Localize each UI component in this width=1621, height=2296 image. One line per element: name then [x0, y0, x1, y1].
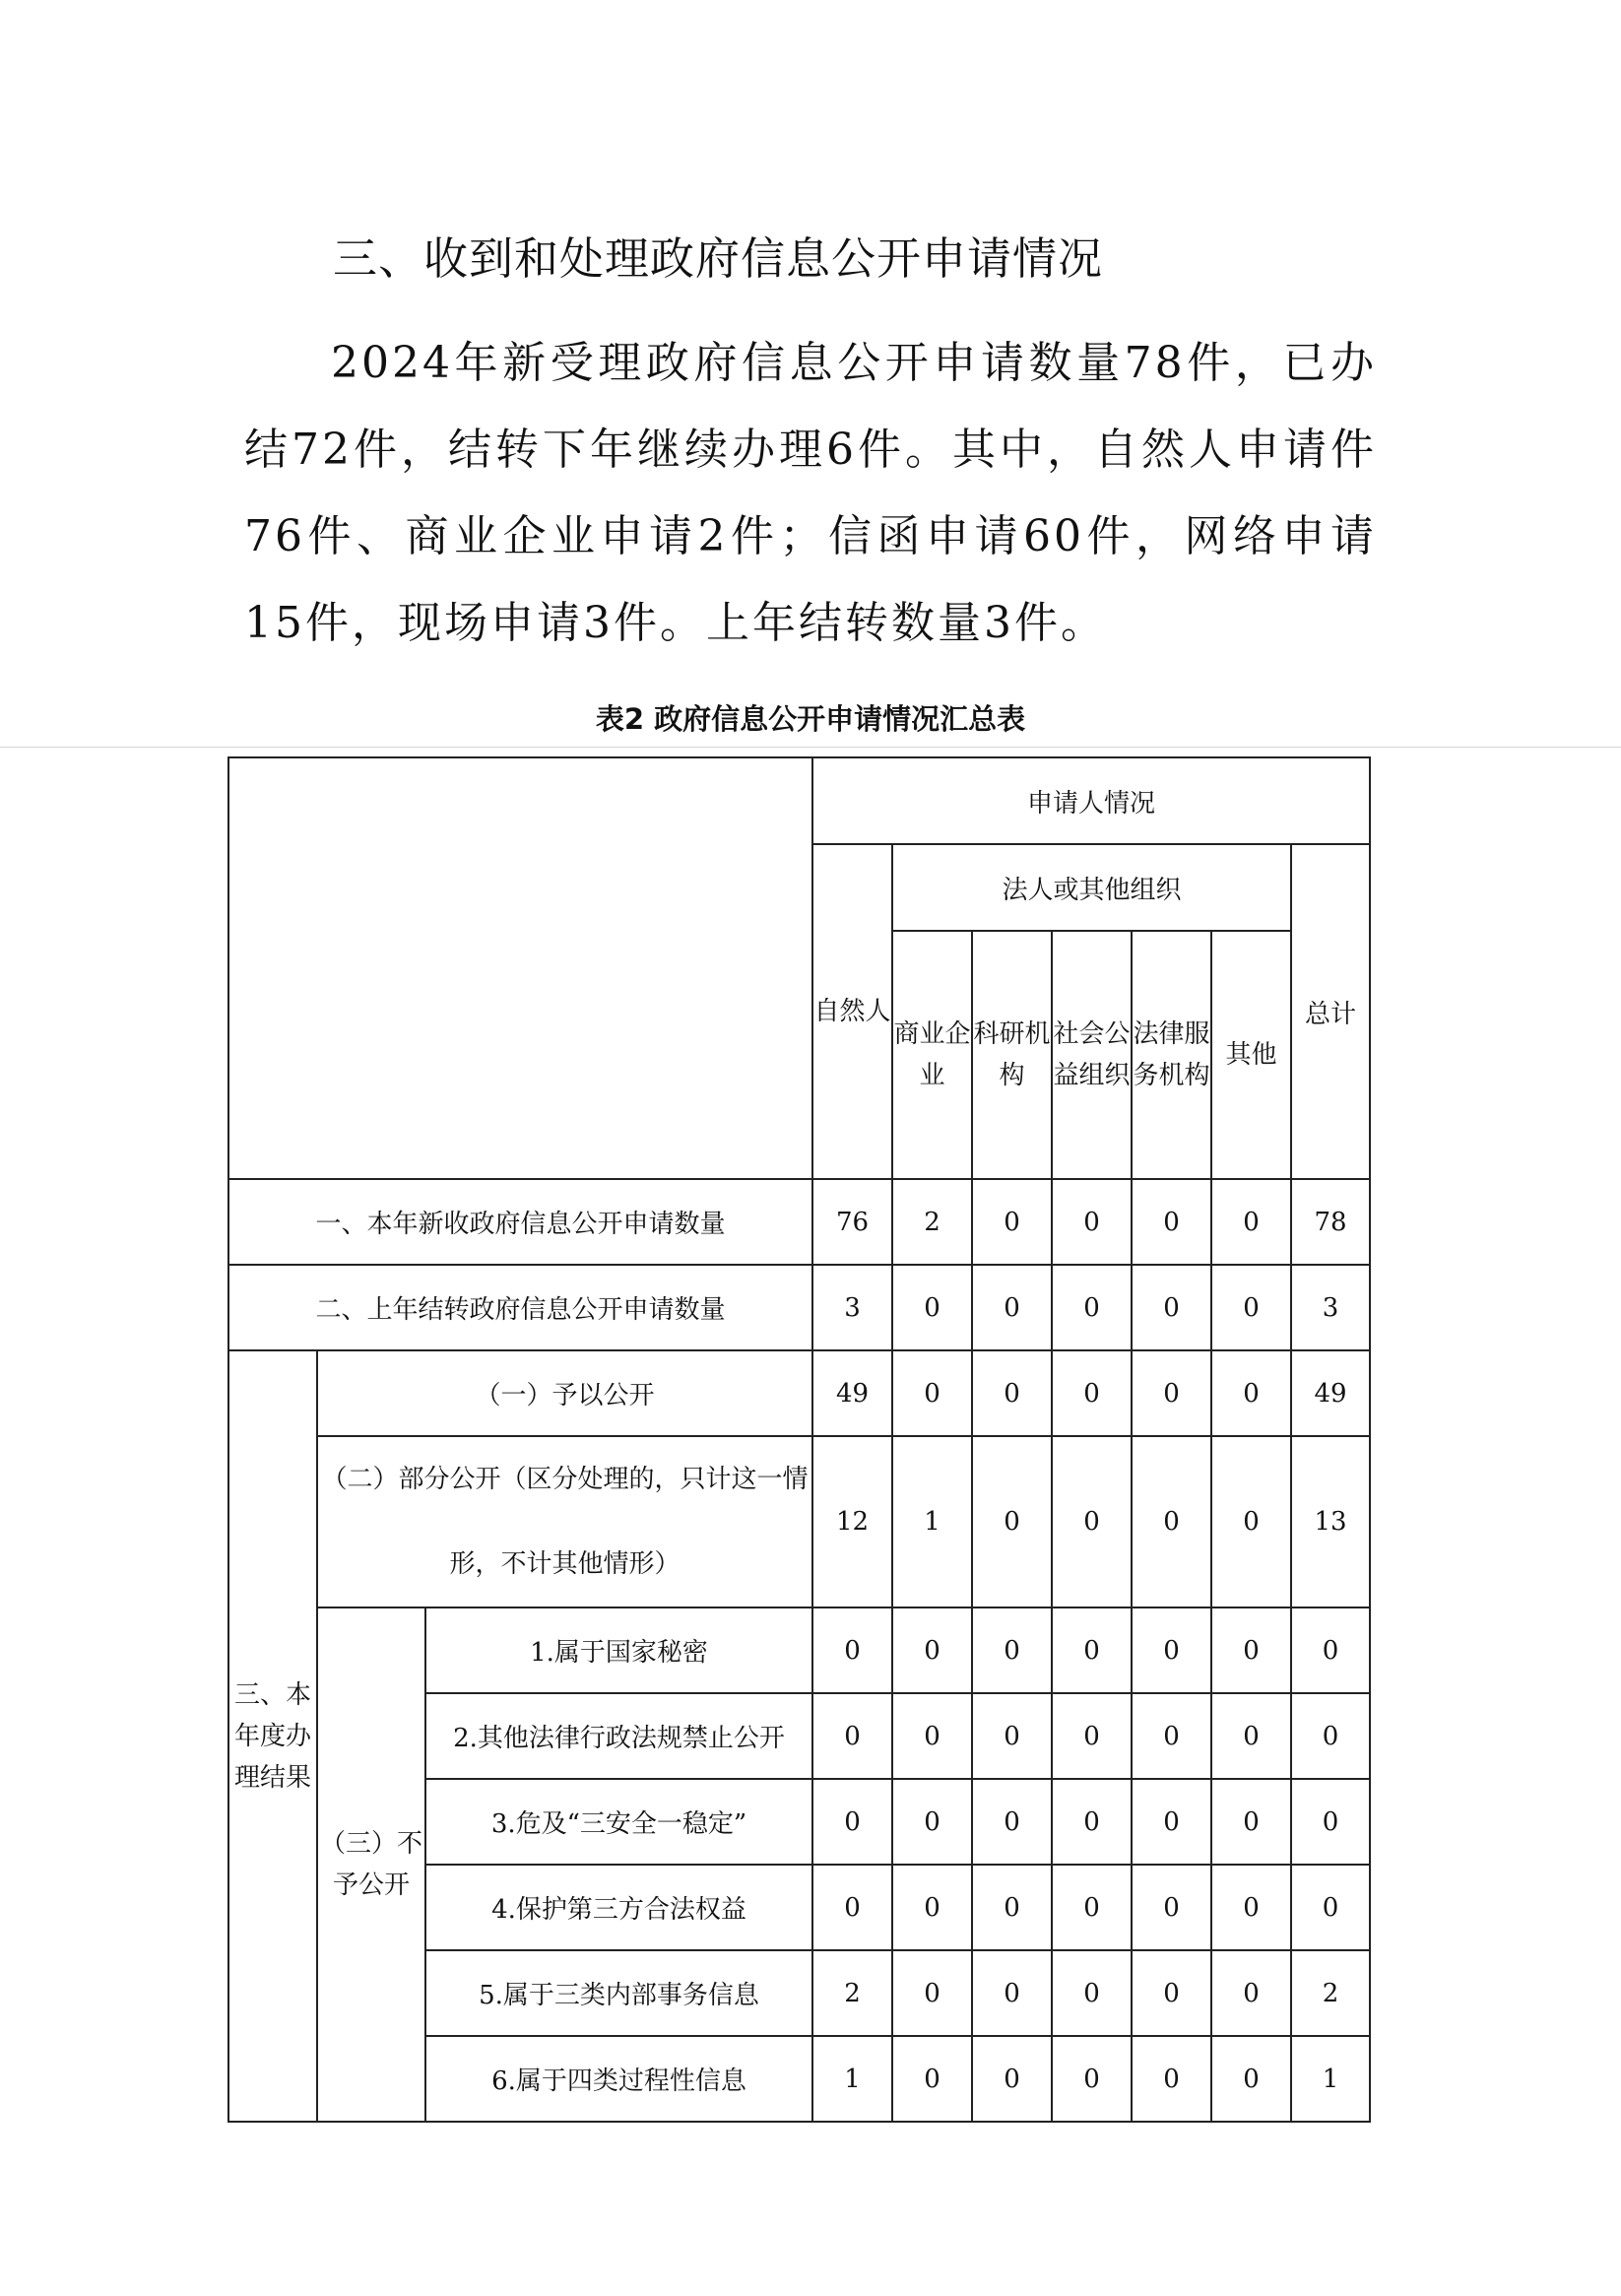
value-cell: 0: [972, 1693, 1052, 1779]
header-social: 社会公益组织: [1052, 931, 1132, 1179]
value-cell: 0: [972, 2036, 1052, 2122]
value-cell: 0: [1132, 1265, 1211, 1350]
value-cell: 76: [812, 1179, 892, 1265]
scan-divider: [0, 747, 1621, 748]
application-summary-table: [227, 756, 1371, 2123]
value-cell: 0: [1052, 1350, 1132, 1436]
row-label: 1.属于国家秘密: [425, 1607, 812, 1693]
value-cell: 0: [1132, 1779, 1211, 1865]
table-row: [228, 1607, 1370, 1693]
value-cell: 0: [1211, 2036, 1291, 2122]
value-cell: 78: [1291, 1179, 1370, 1265]
table-row: [228, 1350, 1370, 1436]
value-cell: 0: [1052, 1779, 1132, 1865]
value-cell: 2: [892, 1179, 972, 1265]
value-cell: 0: [1211, 1950, 1291, 2036]
row-label: 4.保护第三方合法权益: [425, 1865, 812, 1950]
table-row: [228, 1179, 1370, 1265]
value-cell: 0: [1052, 1950, 1132, 2036]
value-cell: 12: [812, 1436, 892, 1607]
value-cell: 0: [1132, 1865, 1211, 1950]
table-row: [228, 1436, 1370, 1607]
value-cell: 0: [1132, 1179, 1211, 1265]
value-cell: 0: [812, 1693, 892, 1779]
value-cell: 0: [1052, 1265, 1132, 1350]
value-cell: 0: [972, 1350, 1052, 1436]
value-cell: 0: [1291, 1693, 1370, 1779]
section-heading: 三、收到和处理政府信息公开申请情况: [333, 232, 1104, 285]
header-legal-service: 法律服务机构: [1132, 931, 1211, 1179]
value-cell: 0: [1052, 1436, 1132, 1607]
value-cell: 0: [1052, 1607, 1132, 1693]
row-label: 二、上年结转政府信息公开申请数量: [228, 1265, 812, 1350]
section3-label: 三、本年度办理结果: [228, 1350, 317, 2122]
value-cell: 1: [812, 2036, 892, 2122]
value-cell: 0: [892, 1779, 972, 1865]
value-cell: 0: [892, 1607, 972, 1693]
value-cell: 0: [1211, 1607, 1291, 1693]
header-row-1: [228, 757, 1370, 844]
value-cell: 0: [972, 1865, 1052, 1950]
header-research: 科研机构: [972, 931, 1052, 1179]
value-cell: 0: [1132, 2036, 1211, 2122]
value-cell: 0: [972, 1607, 1052, 1693]
value-cell: 0: [1211, 1865, 1291, 1950]
row-label: 3.危及“三安全一稳定”: [425, 1779, 812, 1865]
row-label: （一）予以公开: [317, 1350, 812, 1436]
value-cell: 0: [972, 1436, 1052, 1607]
header-legal-group: 法人或其他组织: [892, 844, 1291, 931]
value-cell: 0: [812, 1779, 892, 1865]
value-cell: 3: [812, 1265, 892, 1350]
value-cell: 0: [892, 1693, 972, 1779]
value-cell: 0: [892, 1265, 972, 1350]
value-cell: 0: [1211, 1179, 1291, 1265]
row-label: 一、本年新收政府信息公开申请数量: [228, 1179, 812, 1265]
value-cell: 0: [1211, 1693, 1291, 1779]
value-cell: 0: [812, 1607, 892, 1693]
header-commercial: 商业企业: [892, 931, 972, 1179]
header-applicant: 申请人情况: [812, 757, 1370, 844]
value-cell: 1: [1291, 2036, 1370, 2122]
value-cell: 0: [892, 2036, 972, 2122]
value-cell: 0: [1211, 1436, 1291, 1607]
header-other: 其他: [1211, 931, 1291, 1179]
row-label: 2.其他法律行政法规禁止公开: [425, 1693, 812, 1779]
summary-paragraph: 2024年新受理政府信息公开申请数量78件，已办结72件，结转下年继续办理6件。其中，自然人申请件76件、商业企业申请2件；信函申请60件，网络申请15件，现场申请3件。上年结转数量3件。: [244, 338, 1377, 648]
value-cell: 0: [1211, 1350, 1291, 1436]
value-cell: 0: [1211, 1779, 1291, 1865]
value-cell: 0: [1291, 1779, 1370, 1865]
value-cell: 0: [1052, 2036, 1132, 2122]
row-label: 6.属于四类过程性信息: [425, 2036, 812, 2122]
table-row: [228, 1265, 1370, 1350]
row-label: 5.属于三类内部事务信息: [425, 1950, 812, 2036]
header-natural-person: 自然人: [812, 844, 892, 1179]
value-cell: 49: [812, 1350, 892, 1436]
value-cell: 0: [1052, 1179, 1132, 1265]
table-caption: 表2 政府信息公开申请情况汇总表: [595, 702, 1026, 736]
value-cell: 0: [1291, 1865, 1370, 1950]
value-cell: 0: [1132, 1436, 1211, 1607]
value-cell: 49: [1291, 1350, 1370, 1436]
value-cell: 2: [1291, 1950, 1370, 2036]
value-cell: 0: [892, 1865, 972, 1950]
header-corner-cell: [228, 757, 812, 1179]
value-cell: 0: [1132, 1607, 1211, 1693]
value-cell: 0: [972, 1265, 1052, 1350]
value-cell: 0: [972, 1950, 1052, 2036]
value-cell: 0: [1052, 1865, 1132, 1950]
value-cell: 0: [972, 1779, 1052, 1865]
value-cell: 0: [892, 1350, 972, 1436]
value-cell: 0: [1052, 1693, 1132, 1779]
value-cell: 13: [1291, 1436, 1370, 1607]
value-cell: 0: [812, 1865, 892, 1950]
withheld-label: （三）不予公开: [317, 1607, 425, 2122]
value-cell: 0: [1291, 1607, 1370, 1693]
value-cell: 3: [1291, 1265, 1370, 1350]
value-cell: 2: [812, 1950, 892, 2036]
value-cell: 0: [1211, 1265, 1291, 1350]
value-cell: 0: [892, 1950, 972, 2036]
value-cell: 0: [1132, 1693, 1211, 1779]
header-total: 总计: [1291, 844, 1370, 1179]
value-cell: 0: [1132, 1350, 1211, 1436]
value-cell: 0: [1132, 1950, 1211, 2036]
value-cell: 1: [892, 1436, 972, 1607]
value-cell: 0: [972, 1179, 1052, 1265]
row-label: （二）部分公开（区分处理的，只计这一情形，不计其他情形）: [317, 1436, 812, 1607]
